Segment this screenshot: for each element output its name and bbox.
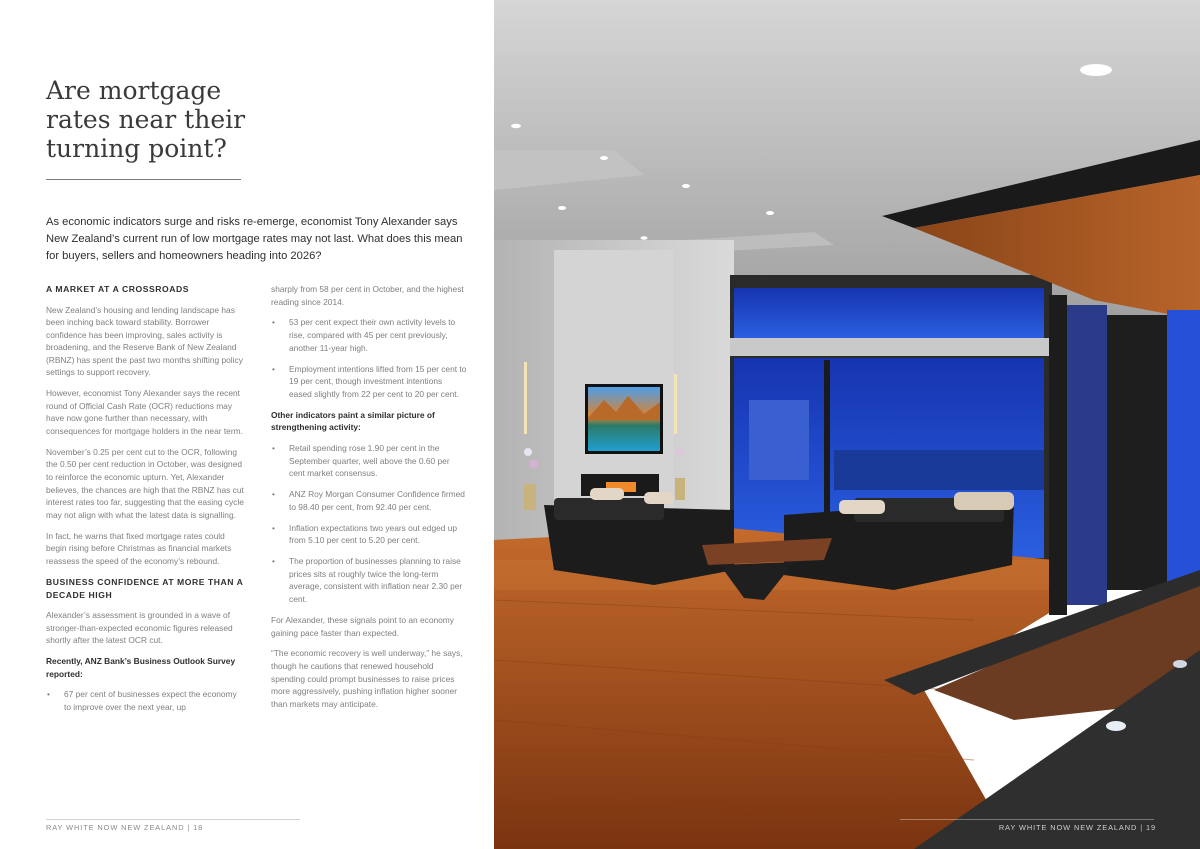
downlight-icon: [558, 206, 566, 210]
orchid-flower: [677, 449, 684, 456]
page-footer-right: RAY WHITE NOW NEW ZEALAND | 19: [998, 823, 1156, 832]
bullet-icon: •: [272, 556, 275, 567]
downlight-icon: [766, 211, 774, 215]
ocean-horizon: [834, 450, 1044, 490]
body-paragraph: New Zealand’s housing and lending landscape has been inching back toward stability. Borrower confidence has been improving, sales activity is broadening, and the Reserve Bank of New Zealand (RBNZ) has spent the past two months shifting policy settings to support recovery.: [46, 304, 243, 378]
orchid-flower: [524, 448, 532, 456]
bullet-list: [46, 688, 244, 713]
body-paragraph: “The economic recovery is well underway,” he says, though he cautions that renewed household spending could prompt businesses to raise prices more aggressively, pushing inflation higher sooner than markets may anticipate.: [271, 648, 463, 709]
bullet-item: [46, 688, 244, 713]
left-page: [0, 0, 494, 849]
body-paragraph: In fact, he warns that fixed mortgage rates could begin rising before Christmas as financial markets reassess the speed of the economy’s rebound.: [46, 530, 232, 566]
body-paragraph: sharply from 58 per cent in October, and the highest reading since 2014.: [271, 284, 464, 307]
window-beam: [730, 338, 1052, 356]
bullet-item: [271, 555, 467, 605]
exterior-glass: [1167, 310, 1200, 600]
bullet-item: [271, 522, 467, 547]
section-heading-crossroads: A MARKET AT A CROSSROADS: [46, 284, 190, 294]
subheading-other-indicators: Other indicators paint a similar picture of strengthening activity:: [271, 409, 435, 433]
orchid-vase: [675, 478, 685, 500]
bullet-text: Inflation expectations two years out edged up from 5.10 per cent to 5.20 per cent.: [289, 522, 458, 546]
title-line-1: Are mortgage: [46, 76, 222, 105]
downlight-icon: [682, 184, 690, 188]
bullet-text: Employment intentions lifted from 15 per cent to 19 per cent, though investment intentions eased slightly from 22 per cent to 20 per cent.: [289, 363, 467, 399]
cushion: [590, 488, 624, 500]
bullet-item: [271, 488, 467, 513]
right-page-photo: [494, 0, 1200, 849]
footer-divider: [46, 819, 300, 820]
bullet-icon: •: [272, 489, 275, 500]
cushion: [644, 492, 674, 504]
bullet-text: ANZ Roy Morgan Consumer Confidence firmed to 98.40 per cent, from 92.40 per cent.: [289, 489, 465, 512]
title-line-2: rates near their: [46, 105, 246, 134]
intro-paragraph: As economic indicators surge and risks re-emerge, economist Tony Alexander says New Zealand’s current run of low mortgage rates may not last. What does this mean for buyers, sellers and homeowners heading into 2026?: [46, 216, 463, 262]
body-paragraph: November’s 0.25 per cent cut to the OCR, following the 0.50 per cent reduction in October, was designed to reinforce the economic upturn. Yet, Alexander believes, the chances are high that the RBNZ has cut interest rates too far, suggesting that the easing cycle may not align with what the latest data is signalling.: [46, 446, 244, 520]
wall-sconce: [674, 374, 677, 434]
cushion: [839, 500, 885, 514]
footer-divider: [900, 819, 1154, 820]
downlight-icon: [511, 124, 521, 128]
bullet-text: The proportion of businesses planning to raise prices sits at roughly twice the long-term average, consistent with inflation near 2.30 per cent.: [289, 556, 463, 605]
glass-reflection: [749, 400, 809, 480]
door-frame: [1049, 295, 1067, 615]
body-paragraph: For Alexander, these signals point to an economy gaining pace faster than expected.: [271, 615, 454, 638]
exterior-wall: [1107, 315, 1167, 590]
article-column-1: [46, 283, 244, 722]
bullet-icon: •: [272, 363, 275, 374]
downlight-icon: [641, 236, 648, 240]
bullet-text: 67 per cent of businesses expect the economy to improve over the next year, up: [64, 689, 237, 712]
downlight-icon: [1080, 64, 1112, 76]
counter-light: [1106, 721, 1126, 731]
bullet-icon: •: [47, 689, 50, 700]
bullet-item: [271, 316, 467, 354]
bullet-icon: •: [272, 522, 275, 533]
throw-blanket: [954, 492, 1014, 510]
bullet-item: [271, 442, 467, 480]
title-line-3: turning point?: [46, 134, 227, 163]
bullet-item: [271, 363, 467, 401]
body-paragraph: However, economist Tony Alexander says the recent round of Official Cash Rate (OCR) reductions may have now gone further than necessary, with consequences for mortgage holders in the near term.: [46, 388, 243, 437]
section-heading-business-confidence: BUSINESS CONFIDENCE AT MORE THAN A DECADE HIGH: [46, 576, 244, 600]
living-room-photo: [494, 0, 1200, 849]
wall-sconce: [524, 362, 527, 434]
orchid-flower: [530, 460, 538, 468]
counter-light: [1173, 660, 1187, 668]
bullet-icon: •: [272, 442, 275, 453]
downlight-icon: [600, 156, 608, 160]
body-paragraph: Alexander’s assessment is grounded in a wave of stronger-than-expected economic figures released shortly after the latest OCR cut.: [46, 610, 233, 646]
article-column-2: [271, 283, 467, 719]
page-footer-left: RAY WHITE NOW NEW ZEALAND | 18: [46, 823, 204, 832]
bullet-list: [271, 442, 467, 606]
bullet-list: [271, 316, 467, 400]
door-glass: [1067, 305, 1107, 605]
article-title: [46, 76, 306, 163]
subheading-anz-survey: Recently, ANZ Bank’s Business Outlook Survey reported:: [46, 656, 236, 679]
bullet-text: Retail spending rose 1.90 per cent in the September quarter, well above the 0.60 per cent market consensus.: [289, 442, 450, 479]
clerestory-window: [734, 288, 1044, 338]
bullet-text: 53 per cent expect their own activity levels to rise, compared with 45 per cent previously, another 11-year high.: [289, 317, 456, 353]
title-divider: [46, 179, 241, 180]
orchid-vase: [524, 484, 536, 510]
bullet-icon: •: [272, 317, 275, 328]
